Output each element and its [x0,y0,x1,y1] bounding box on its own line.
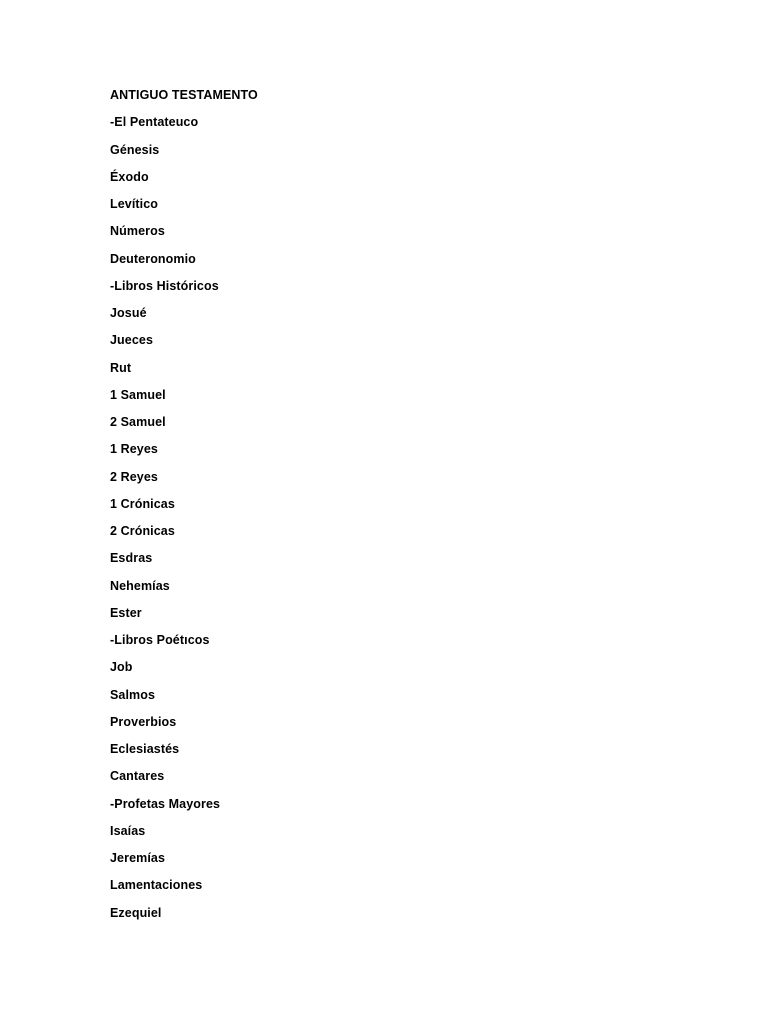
list-item: Isaías [110,823,146,838]
list-item: Números [110,224,165,239]
list-item: Josué [110,306,147,320]
list-item: 1 Crónicas [110,496,175,511]
list-item: Deuteronomio [110,251,196,266]
list-item: Eclesiastés [110,742,180,756]
list-item: Éxodo [110,169,149,184]
list-item: Levítico [110,197,159,211]
list-item: Génesis [110,142,160,157]
list-item: 2 Crónicas [110,524,175,538]
list-item: Job [110,660,133,675]
list-item: Cantares [110,769,165,784]
list-item: Rut [110,360,132,375]
list-item: 1 Samuel [110,387,166,402]
list-item: Lamentaciones [110,878,203,893]
section-heading-pentateuco: -El Pentateuco [110,115,199,130]
list-item: Jueces [110,333,153,348]
list-item: Jeremías [110,851,166,865]
list-item: 2 Reyes [110,469,158,484]
list-item: 1 Reyes [110,442,158,457]
list-item: Salmos [110,687,156,702]
book-list [110,85,258,930]
section-heading-historicos: -Libros Históricos [110,278,219,293]
section-heading-poeticos: -Libros Poétıcos [110,633,210,647]
list-item: Esdras [110,551,153,566]
list-item: 2 Samuel [110,415,166,429]
list-item: Proverbios [110,714,177,729]
section-heading-profetas-mayores: -Profetas Mayores [110,796,221,811]
list-item: Ester [110,605,142,620]
list-item: Ezequiel [110,905,162,920]
list-item: Nehemías [110,578,170,593]
document-heading: ANTIGUO TESTAMENTO [110,88,258,102]
